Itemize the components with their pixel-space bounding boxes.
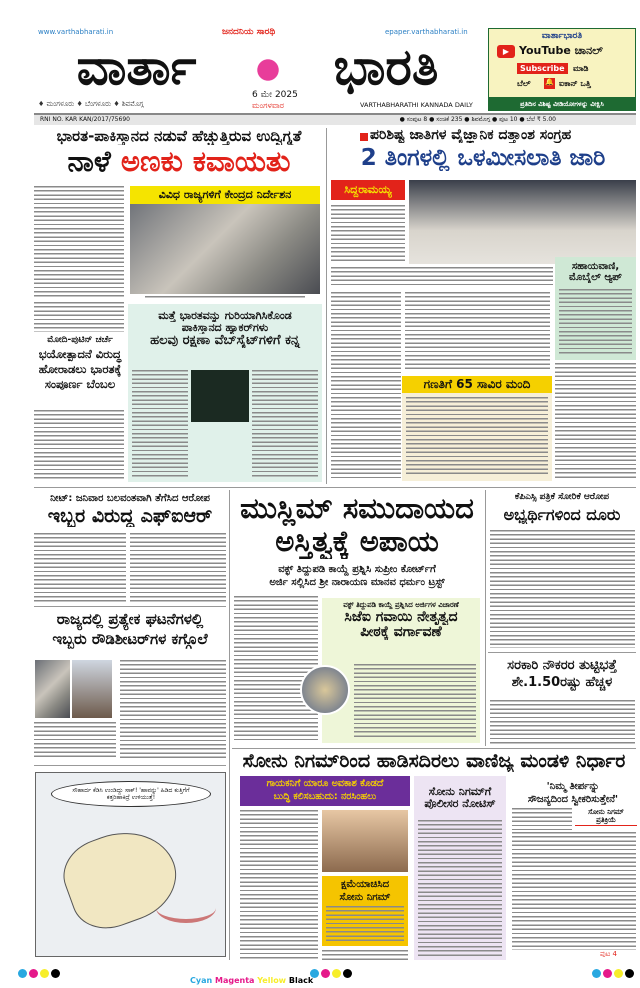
- speaker-label: ಸಿದ್ದರಾಮಯ್ಯ: [331, 180, 405, 200]
- kpsc-kicker: ಕೆಪಿಎಸ್ಸಿ ಪತ್ರಿಕೆ ಸೋರಿಕೆ ಆರೋಪ: [514, 493, 610, 502]
- ad-youtube: YouTube ಚಾನಲ್: [519, 45, 603, 57]
- sonu-body: [240, 810, 318, 960]
- headline-line: ರಾಜ್ಯದಲ್ಲಿ ಪ್ರತ್ಯೇಕ ಘಟನೆಗಳಲ್ಲಿ: [56, 610, 204, 628]
- registration-dots: [18, 963, 62, 982]
- headline-line: ಸೌಜನ್ಯದಿಂದ ಸ್ವೀಕರಿಸುತ್ತೇನೆ': [527, 794, 619, 805]
- lead-right-body: [405, 292, 550, 372]
- lead-right-kicker: ಪರಿಶಿಷ್ಟ ಜಾತಿಗಳ ವೈಜ್ಞಾನಿಕ ದತ್ತಾಂಶ ಸಂಗ್ರಹ: [370, 128, 572, 143]
- lead-right-body: [331, 292, 401, 480]
- rowdy-photo-1: [35, 660, 70, 718]
- sonu-headline: ಸೋನು ನಿಗಮ್‌ರಿಂದ ಹಾಡಿಸದಿರಲು ವಾಣಿಜ್ಯ ಮಂಡಳಿ ನಿರ್ಧಾರ: [242, 751, 626, 772]
- headline-line: ಕ್ಷಮೆಯಾಚಿಸಿದ: [340, 879, 390, 890]
- modi-body: [34, 410, 124, 480]
- headline-line: ಮುಸ್ಲಿಮ್ ಸಮುದಾಯದ: [240, 492, 474, 525]
- website-link[interactable]: www.varthabharati.in: [38, 28, 114, 36]
- headline-red-part: ಅಣಕು ಕವಾಯತು: [120, 146, 291, 178]
- masthead-title-right: ಭಾರತಿ: [333, 40, 439, 95]
- label-line: ಸೋನು ನಿಗಮ್: [588, 808, 624, 816]
- kpsc-body: [490, 530, 635, 648]
- neet-kicker: ನೀಟ್: ಜನಿವಾರ ಬಲವಂತವಾಗಿ ತೆಗೆಸಿದ ಆರೋಪ: [50, 493, 210, 504]
- photo-caption: [331, 267, 553, 287]
- tagline: ಜನದನಿಯ ಸಾರಥಿ: [222, 27, 276, 37]
- waqf-subhead: [232, 563, 482, 589]
- reaction-body: [512, 808, 572, 830]
- yellow-label: Yellow: [257, 976, 287, 985]
- lead-left-headline: [34, 146, 324, 178]
- headline-line: ಗಾಯಕನಿಗೆ ಯಾರೂ ಅವಕಾಶ ಕೊಡದೆ: [266, 778, 384, 789]
- headline-line: ಹೋರಾಡಲು ಭಾರತಕ್ಕೆ: [38, 361, 122, 376]
- ad-brand: ವಾರ್ತಾಭಾರತಿ: [541, 32, 583, 41]
- apology-box: [322, 876, 408, 946]
- police-body: [418, 820, 502, 956]
- helpline-title: ಸಹಾಯವಾಣಿ, ಮೊಬೈಲ್ ಆ್ಯಪ್: [569, 261, 622, 283]
- neet-body: [130, 533, 226, 603]
- rowdy-headline: [34, 610, 226, 649]
- color-bar-labels: [190, 976, 313, 985]
- lead-left-kicker: ಭಾರತ-ಪಾಕಿಸ್ತಾನದ ನಡುವೆ ಹೆಚ್ಚುತ್ತಿರುವ ಉದ್ವಿಗ್ನತೆ: [56, 128, 302, 145]
- black-label: Black: [288, 976, 314, 985]
- supreme-court-photo: [300, 665, 350, 715]
- headline-line: ಅಸ್ತಿತ್ವಕ್ಕೆ ಅಪಾಯ: [275, 524, 439, 559]
- kpsc-headline: ಅಭ್ಯರ್ಥಿಗಳಿಂದ ದೂರು: [503, 506, 621, 524]
- apology-body: [326, 906, 404, 942]
- masthead-title-left: ವಾರ್ತಾ: [76, 40, 197, 95]
- issue-date: 6 ಮೇ 2025: [252, 90, 298, 100]
- article-body: [34, 302, 124, 332]
- rni-number: RNI NO. KAR KAN/2017/75690: [40, 116, 130, 123]
- snake-drawing: [156, 893, 216, 923]
- editorial-cartoon: [35, 772, 226, 957]
- da-body: [490, 700, 635, 744]
- reaction-body: [512, 832, 636, 950]
- sonu-body: [322, 950, 408, 960]
- modi-headline: [34, 335, 126, 392]
- waqf-headline: [232, 492, 482, 559]
- meeting-photo: [409, 180, 636, 264]
- headline-line: ಶೇ.1.50ರಷ್ಟು ಹೆಚ್ಚಳ: [511, 674, 613, 690]
- photo-label: ವಿವಿಧ ರಾಜ್ಯಗಳಿಗೆ ಕೇಂದ್ರದ ನಿರ್ದೇಶನ: [130, 186, 320, 204]
- headline-line: ಸಂಪೂರ್ಣ ಬೆಂಬಲ: [44, 376, 116, 391]
- neet-headline: ಇಬ್ಬರ ವಿರುದ್ಧ ಎಫ್‌ಐಆರ್: [47, 506, 213, 527]
- subhead-line: ವಕ್ಫ್ ತಿದ್ದುಪಡಿ ಕಾಯ್ದೆ ಪ್ರಶ್ನಿಸಿ ಸುಪ್ರೀಂ ಕೋರ್ಟ್‌ಗೆ: [278, 564, 436, 575]
- box-body: [354, 664, 476, 739]
- headline-line: ಸಿಜೆಐ ಗವಾಯಿ ನೇತೃತ್ವದ: [344, 609, 458, 625]
- ad-bell-text: ಬೆಲ್: [517, 79, 531, 88]
- census-title: ಗಣತಿಗೆ 65 ಸಾವಿರ ಮಂದಿ: [402, 376, 552, 393]
- headline-black-part: ನಾಳೆ: [67, 146, 111, 178]
- reaction-headline: [510, 780, 636, 806]
- hackers-box: [128, 304, 322, 482]
- photo-caption: [145, 296, 305, 299]
- lead-left-body: [34, 186, 124, 298]
- box-kicker: ವಕ್ಫ್ ತಿದ್ದುಪಡಿ ಕಾಯ್ದೆ ಪ್ರಶ್ನಿಸಿದ ಅರ್ಜಿಗಳ ವಿಚಾರಣೆ: [343, 602, 459, 609]
- headline-line: ಸೋನು ನಿಗಮ್: [339, 891, 391, 903]
- subhead-line: ಅರ್ಜಿ ಸಲ್ಲಿಸಿದ ಶ್ರೀ ನಾರಾಯಣ ಮಾನವ ಧರ್ಮಂ ಟ್ರಸ್ಟ್: [269, 577, 445, 588]
- megaphone-drawing: [54, 817, 188, 939]
- ad-bell-suffix: ಐಕಾನ್ ಒತ್ತಿ: [559, 79, 591, 88]
- subscribe-button[interactable]: Subscribe: [517, 63, 568, 74]
- census-body: [406, 397, 548, 477]
- neet-body: [34, 533, 126, 603]
- rowdy-photo-2: [72, 660, 112, 718]
- weekday: ಮಂಗಳವಾರ: [252, 101, 285, 110]
- reaction-label: [575, 808, 637, 826]
- youtube-play-icon: ▶: [497, 45, 515, 58]
- edition-cities: ♦ ಮಂಗಳೂರು ♦ ಬೆಂಗಳೂರು ♦ ಶಿವಮೊಗ್ಗ: [38, 100, 144, 108]
- narasimhalu-box: [240, 776, 410, 806]
- youtube-ad[interactable]: [488, 28, 636, 111]
- headline-line: ಭಯೋತ್ಪಾದನೆ ವಿರುದ್ಧ: [38, 346, 122, 361]
- helpline-box: [555, 257, 636, 360]
- da-headline: [488, 658, 636, 692]
- headline-line: ಸರಕಾರಿ ನೌಕರರ ತುಟ್ಟಿಭತ್ತೆ: [507, 658, 617, 673]
- info-bar: [34, 113, 636, 125]
- headline-line: ಸೋನು ನಿಗಮ್‌ಗೆ: [428, 786, 492, 798]
- bullet-square-icon: [360, 133, 368, 141]
- registration-dots: [310, 963, 354, 982]
- globe-emblem-icon: [246, 50, 290, 90]
- lead-right-body: [331, 205, 405, 262]
- headline-line: ಇಬ್ಬರು ರೌಡಿಶೀಟರ್‌ಗಳ ಕಗ್ಗೊಲೆ: [52, 629, 208, 648]
- cartoon-speech-bubble: ಸೌಹಾರ್ದ ಕೆಡಿಸಿ ಉಂಡಿದ್ದು ಸಾಕ್! 'ಹಾವನ್ನು' ಹಿಡಿದ ಕುತ್ತಿಗೆಗೆ ಕತ್ತರಿಹಾಕಿದ್ರೆ ಉಳಿಯುತ್ತೆ!: [51, 781, 211, 807]
- label-line: ಪ್ರತಿಕ್ರಿಯೆ: [596, 816, 616, 825]
- rowdy-body: [34, 722, 116, 760]
- lead-right-body: [555, 363, 636, 478]
- registration-dots: [592, 963, 636, 982]
- headline-line: ಪಾಕಿಸ್ತಾನದ ಹ್ಯಾಕರ್‌ಗಳು: [181, 322, 269, 335]
- headline-line: ಪೀಠಕ್ಕೆ ವರ್ಗಾವಣೆ: [360, 625, 442, 641]
- ad-subscribe-suffix: ಮಾಡಿ: [573, 64, 589, 73]
- headline-line: ಹಲವು ರಕ್ಷಣಾ ವೆಬ್‌ಸೈಟ್‌ಗಳಿಗೆ ಕನ್ನ: [150, 334, 300, 349]
- cyan-label: Cyan: [190, 976, 213, 985]
- police-notice-box: [414, 776, 506, 960]
- magenta-label: Magenta: [214, 976, 255, 985]
- hacker-photo: [191, 370, 249, 422]
- mock-drill-photo: [130, 196, 320, 294]
- headline-line: ಬುದ್ಧಿ ಕಲಿಸಬಹುದು: ನರಸಿಂಹಲು: [273, 791, 377, 803]
- english-name: VARTHABHARATHI KANNADA DAILY: [360, 101, 473, 109]
- headline-line: ಮತ್ತೆ ಭಾರತವನ್ನು ಗುರಿಯಾಗಿಸಿಕೊಂಡ: [158, 310, 292, 322]
- headline-line: 'ನಿಮ್ಮ ತೀರ್ಪನ್ನು: [546, 781, 600, 792]
- hackers-body: [252, 370, 318, 478]
- bell-icon: 🔔: [544, 78, 555, 89]
- waqf-body: [234, 596, 318, 741]
- rowdy-body: [120, 660, 226, 760]
- hackers-body: [132, 370, 188, 478]
- headline-line: ಮೋದಿ-ಪುಟಿನ್ ಚರ್ಚೆ: [47, 335, 113, 345]
- waqf-cji-box: [322, 598, 480, 743]
- headline-line: ಪೊಲೀಸರ ನೋಟಿಸ್: [424, 798, 496, 811]
- helpline-body: [559, 289, 632, 355]
- continued-page-link[interactable]: ಪುಟ 4: [600, 950, 617, 958]
- sonu-nigam-photo: [322, 810, 408, 872]
- ad-footer: ಪ್ರತಿದಿನ ವಿಶಿಷ್ಟ ವೀಡಿಯೋಗಳನ್ನು ವೀಕ್ಷಿಸಿ: [489, 97, 635, 111]
- issue-details: ● ಸಂಪುಟ 8 ● ಸಂಚಿಕೆ 235 ● ಶಿವಮೊಗ್ಗ ● ಪುಟ 10 ● ಬೆಲೆ ₹ 5.00: [399, 116, 556, 123]
- lead-right-headline: 2 ತಿಂಗಳಲ್ಲಿ ಒಳಮೀಸಲಾತಿ ಜಾರಿ: [360, 146, 606, 171]
- census-box: [402, 376, 552, 481]
- epaper-link[interactable]: epaper.varthabharati.in: [385, 28, 468, 36]
